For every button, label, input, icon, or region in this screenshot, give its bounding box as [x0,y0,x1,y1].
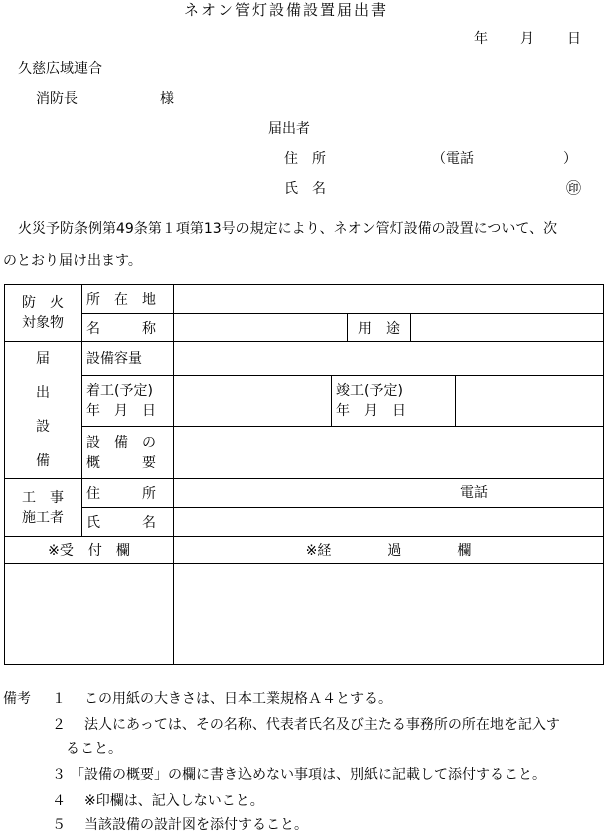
use-value-cell[interactable] [411,314,604,342]
name-value-cell[interactable] [174,314,348,342]
body-text-line1: 火災予防条例第49条第１項第13号の規定により、ネオン管灯設備の設置について、次 [18,221,558,237]
applicant-phone-open: （電話 [432,151,474,167]
contractor-address-label: 住 所 [82,479,174,508]
note-number: １ [52,691,66,707]
page-title: ネオン管灯設備設置届出書 [184,1,389,19]
body-text-line2: のとおり届け出ます。 [3,253,142,269]
contractor-name-value-cell[interactable] [174,508,604,537]
note-text: この用紙の大きさは、日本工業規格Ａ４とする。 [84,691,392,707]
progress-cell[interactable] [174,564,604,665]
start-date-label: 着工(予定) 年 月 日 [82,375,174,427]
recipient-title: 消防長 [36,91,78,107]
summary-label: 設 備 の 概 要 [82,427,174,479]
location-value-cell[interactable] [174,285,604,314]
summary-value-cell[interactable] [174,427,604,479]
applicant-phone-close: ） [563,151,577,167]
recipient-org: 久慈広域連合 [18,61,102,77]
recipient-honorific: 様 [160,91,174,107]
reception-header: ※受 付 欄 [5,537,174,564]
note-text-continued: ること。 [66,741,122,757]
capacity-label: 設備容量 [82,342,174,376]
equipment-header: 届 出 設 備 [5,342,82,479]
finish-date-label: 竣工(予定) 年 月 日 [332,375,456,427]
note-number: ３ [52,767,66,783]
name-label: 名 称 [82,314,174,342]
date-day-label: 日 [567,31,581,47]
date-month-label: 月 [520,31,534,47]
note-text: 「設備の概要」の欄に書き込めない事項は、別紙に記載して添付すること。 [70,767,546,783]
applicant-label: 届出者 [268,121,310,137]
reception-cell[interactable] [5,564,174,665]
contractor-phone-label: 電話 [460,485,488,501]
note-number: ４ [52,793,66,809]
finish-date-value-cell[interactable] [456,375,604,427]
applicant-address-label: 住 所 [284,151,326,167]
notification-form-table [4,284,604,665]
date-year-label: 年 [474,31,488,47]
fire-object-header: 防 火 対象物 [5,285,82,342]
note-text: 当該設備の設計図を添付すること。 [84,817,308,833]
note-text: 法人にあっては、その名称、代表者氏名及び主たる事務所の所在地を記入す [84,717,560,733]
note-number: ５ [52,817,66,833]
progress-header: ※経 過 欄 [174,537,604,564]
contractor-header: 工 事 施工者 [5,479,82,537]
contractor-name-label: 氏 名 [82,508,174,537]
notes-label: 備考 [3,691,31,707]
use-label: 用 途 [348,314,411,342]
applicant-name-label: 氏 名 [284,181,326,197]
seal-mark: ㊞ [566,179,582,197]
contractor-address-value-cell[interactable] [174,479,604,508]
location-label: 所 在 地 [82,285,174,314]
capacity-value-cell[interactable] [174,342,604,376]
note-text: ※印欄は、記入しないこと。 [84,793,264,809]
note-number: ２ [52,717,66,733]
start-date-value-cell[interactable] [174,375,332,427]
